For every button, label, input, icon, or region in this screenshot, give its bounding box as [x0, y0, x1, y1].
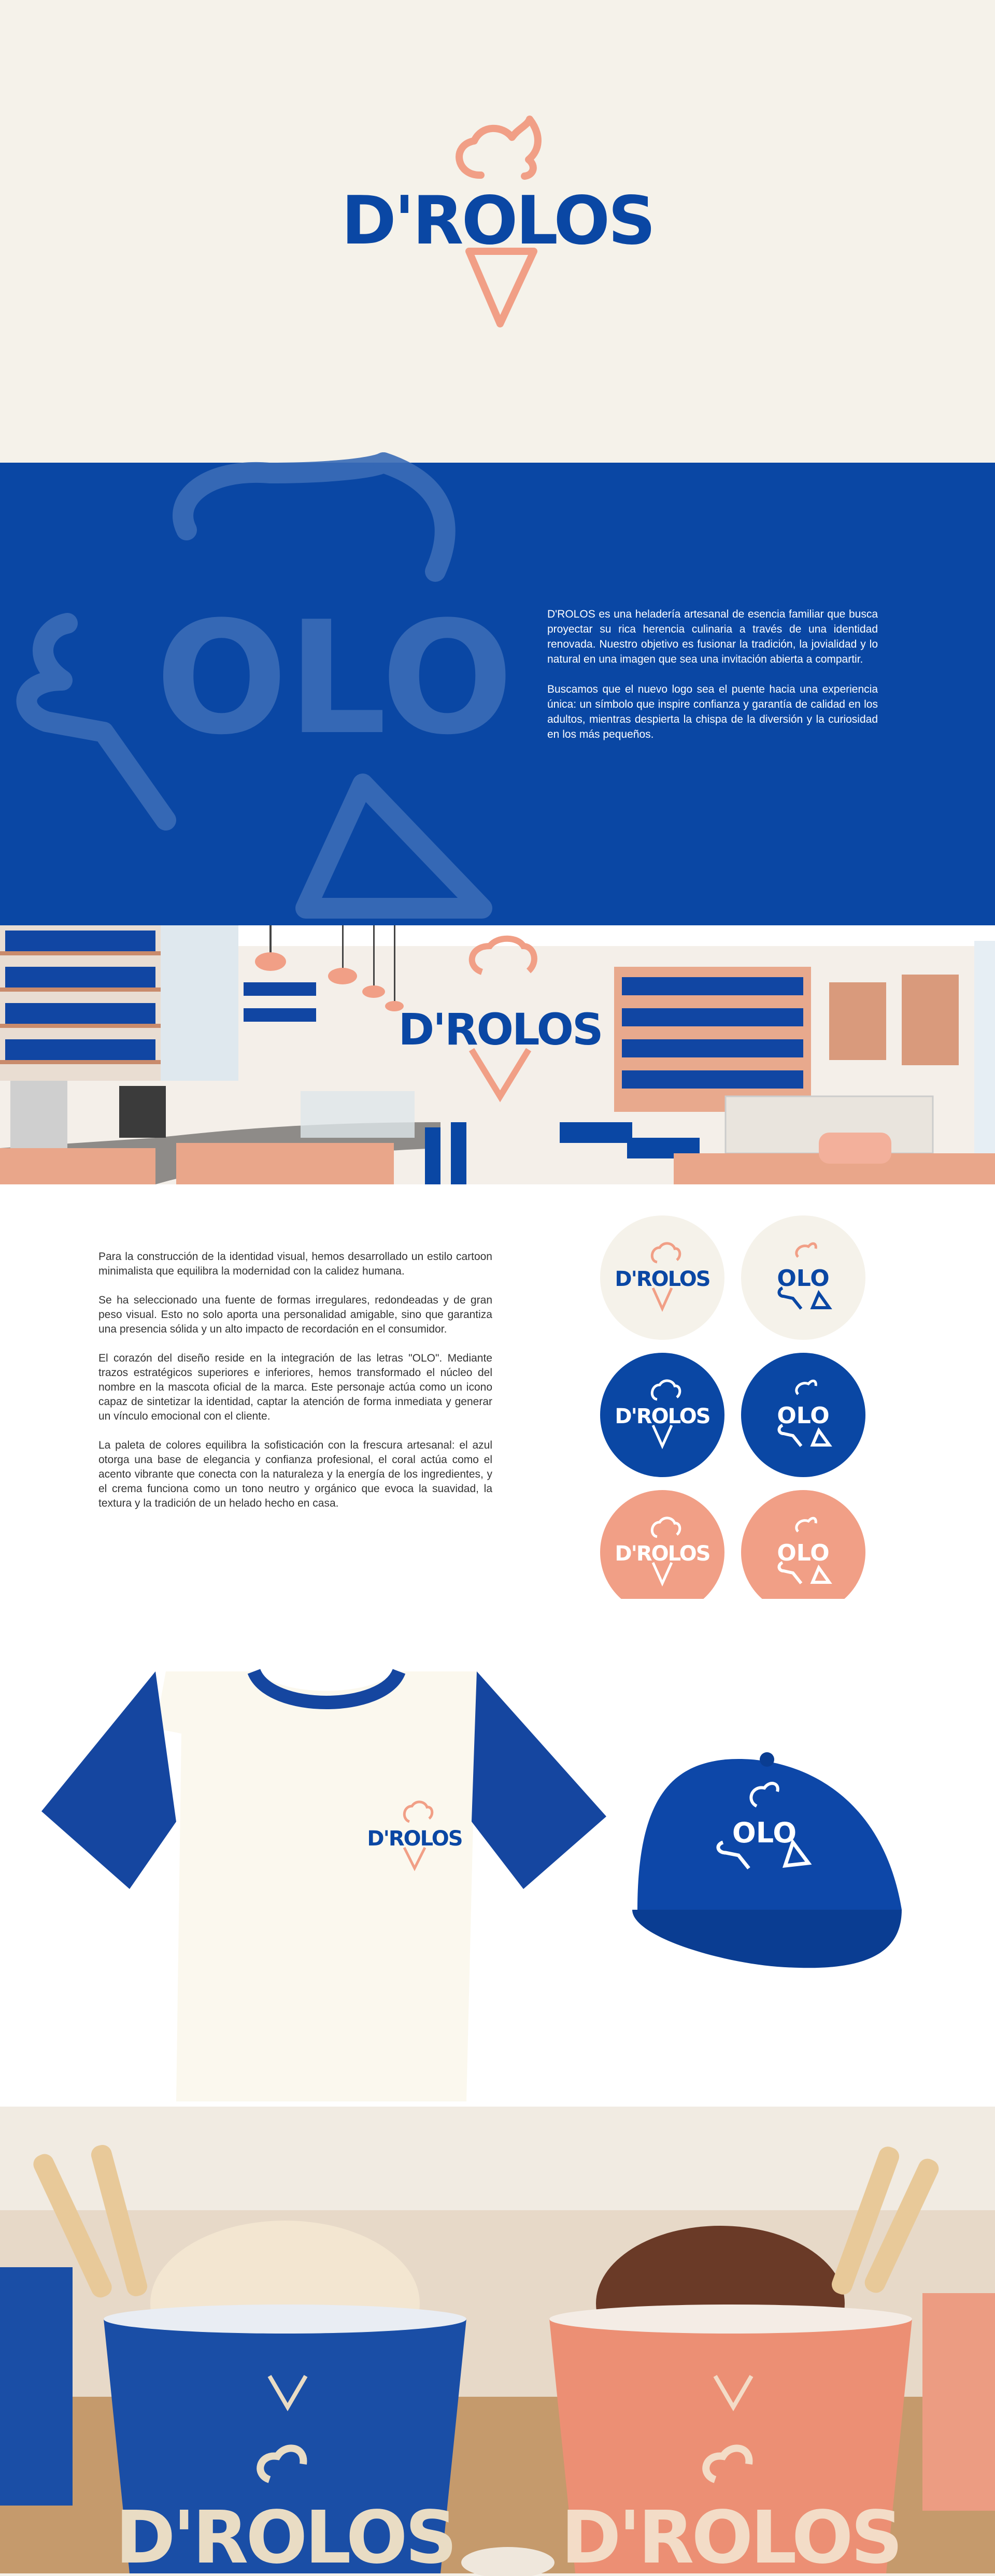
intro-text: [547, 607, 878, 742]
svg-text:D'ROLOS: D'ROLOS: [615, 1267, 710, 1291]
logo-badge-coral-mascot: [741, 1490, 865, 1614]
svg-text:OLO: OLO: [777, 1403, 830, 1429]
intro-paragraph-1: D'ROLOS es una heladería artesanal de esencia familiar que busca proyectar su rica herencia culinaria a través de una identidad renovada. Nuestro objetivo es fusionar la tradición, la jovialidad y lo natural en una imagen que sea una invitación abierta a compartir.: [547, 608, 878, 665]
swirl-icon: [459, 119, 538, 176]
concept-paragraph-2: Se ha seleccionado una fuente de formas irregulares, redondeadas y de gran peso visual. Esto no solo aporta una personalidad amigable, sino que garantiza una presencia sólida y un alto impacto de recordación en el consumidor.: [98, 1294, 492, 1335]
svg-text:OLO: OLO: [732, 1816, 797, 1849]
cone-icon: [469, 251, 534, 324]
svg-text:D'ROLOS: D'ROLOS: [561, 2496, 901, 2576]
logo-badge-coral-wordmark: [600, 1490, 724, 1614]
concept-text: [98, 1250, 492, 1511]
logo-badge-cream-mascot: [741, 1215, 865, 1340]
icecream-cups-illustration: [0, 2107, 995, 2576]
logo-badge-blue-mascot: [741, 1353, 865, 1477]
merch-section: [0, 1599, 995, 2107]
shop-interior-illustration: [0, 925, 995, 1184]
svg-text:D'ROLOS: D'ROLOS: [615, 1542, 710, 1566]
concept-section: [0, 1184, 995, 1599]
mascot-watermark: [0, 463, 518, 925]
hero-section: [0, 0, 995, 463]
tshirt: [41, 1669, 606, 2101]
interior-photo: [0, 925, 995, 1184]
concept-paragraph-1: Para la construcción de la identidad visual, hemos desarrollado un estilo cartoon minimalista que equilibra la modernidad con la calidez humana.: [98, 1251, 492, 1277]
main-logo: [341, 114, 654, 332]
svg-text:D'ROLOS: D'ROLOS: [367, 1827, 462, 1851]
left-shelves: [0, 925, 161, 1081]
svg-text:D'ROLOS: D'ROLOS: [615, 1405, 710, 1428]
logo-wordmark: D'ROLOS: [341, 182, 654, 260]
right-shelves: [614, 967, 811, 1112]
concept-paragraph-3: El corazón del diseño reside en la integración de las letras "OLO". Mediante trazos estratégicos superiores e inferiores, hemos transformado el núcleo del nombre en la mascota oficial de la marca. Este personaje actúa como un icono capaz de sintetizar la identidad, captar la atención de forma inmediata y generar un vínculo emocional con el cliente.: [98, 1352, 492, 1422]
mascot-letters: OLO: [155, 588, 514, 769]
wall-sign-text: D'ROLOS: [398, 1004, 602, 1055]
svg-text:OLO: OLO: [777, 1265, 830, 1292]
logo-badge-blue-wordmark: [600, 1353, 724, 1477]
intro-section: [0, 463, 995, 925]
logo-badge-cream-wordmark: [600, 1215, 724, 1340]
icecream-photo: [0, 2107, 995, 2576]
cap: [632, 1752, 902, 1968]
svg-text:OLO: OLO: [777, 1540, 830, 1566]
intro-paragraph-2: Buscamos que el nuevo logo sea el puente hacia una experiencia única: un símbolo que inspire confianza y garantía de calidad en los adultos, mientras despierta la chispa de la diversión y la curiosidad en los más pequeños.: [547, 683, 878, 740]
svg-text:D'ROLOS: D'ROLOS: [115, 2496, 455, 2576]
merch-illustration: [0, 1599, 995, 2107]
concept-paragraph-4: La paleta de colores equilibra la sofisticación con la frescura artesanal: el azul otorga una base de elegancia y confianza profesional, el coral actúa como el acento vibrante que conecta con la naturaleza y la energía de los ingredientes, y el crema funciona como un tono neutro y orgánico que evoca la suavidad, la textura y la tradición de un helado hecho en casa.: [98, 1439, 492, 1509]
